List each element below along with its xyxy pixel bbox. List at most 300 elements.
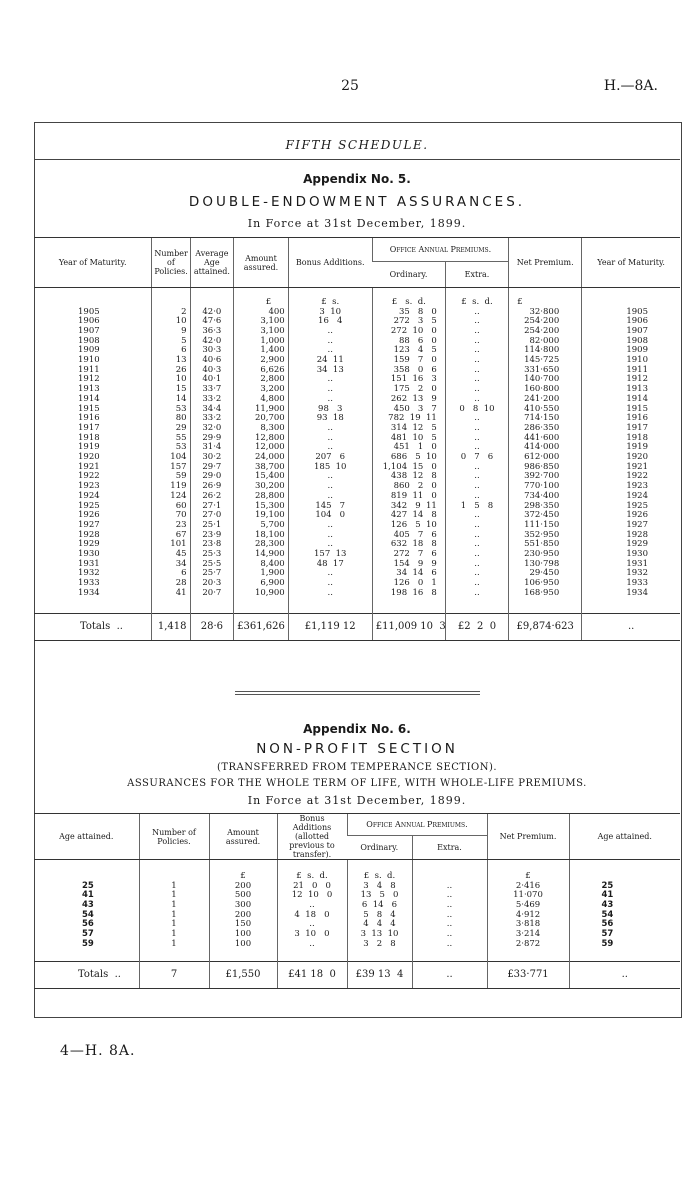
net-cell: 410·550 — [509, 405, 582, 415]
ordinary-cell: 123 4 5 — [372, 346, 445, 356]
net-cell: 114·800 — [509, 346, 582, 356]
ordinary-cell: 175 2 0 — [372, 385, 445, 395]
net-cell: 392·700 — [509, 472, 582, 482]
policies-cell: 29 — [152, 424, 190, 434]
bonus-cell: 3 10 0 — [277, 930, 347, 940]
table-row — [34, 366, 680, 376]
net-cell: 111·150 — [509, 521, 582, 531]
col-amount-header: Amount assured. — [209, 814, 277, 860]
extra-cell: .. — [445, 356, 508, 366]
year-cell: 1913 — [78, 384, 100, 395]
col-bonus-header: Bonus Additions. — [288, 238, 372, 288]
year-cell: 1929 — [78, 539, 100, 550]
amount-cell: 200 — [209, 882, 277, 892]
ordinary-cell: 686 5 10 — [372, 453, 445, 463]
unit-amount: £ — [209, 860, 277, 882]
amount-cell: 8,400 — [234, 560, 289, 570]
table-row — [34, 414, 680, 424]
table-row — [34, 405, 680, 415]
bonus-cell: .. — [288, 531, 372, 541]
net-cell: 254·200 — [509, 327, 582, 337]
ordinary-cell: 6 14 6 — [347, 901, 412, 911]
table-row — [34, 453, 680, 463]
totals-ordinary: £11,009 10 3 — [372, 613, 445, 640]
bonus-cell: .. — [288, 395, 372, 405]
amount-cell: 100 — [209, 930, 277, 940]
table-row — [34, 472, 680, 482]
age-cell: 57 — [82, 929, 94, 940]
net-cell: 145·725 — [509, 356, 582, 366]
year2-cell: 1919 — [582, 443, 680, 453]
age-cell: 36·3 — [190, 327, 234, 337]
bonus-cell: .. — [288, 589, 372, 613]
year2-cell: 1922 — [582, 472, 680, 482]
extra-cell: .. — [445, 521, 508, 531]
extra-cell: .. — [445, 463, 508, 473]
age-cell: 41 — [82, 890, 94, 901]
bonus-cell: .. — [288, 579, 372, 589]
amount-cell: 38,700 — [234, 463, 289, 473]
totals-ordinary: £39 13 4 — [347, 962, 412, 989]
table-row — [34, 569, 680, 579]
totals-label: Totals — [78, 969, 109, 981]
ordinary-cell: 314 12 5 — [372, 424, 445, 434]
year-cell: 1933 — [78, 578, 100, 589]
table-row — [34, 492, 680, 502]
policies-cell: 6 — [152, 346, 190, 356]
ordinary-cell: 3 13 10 — [347, 930, 412, 940]
policies-cell: 15 — [152, 385, 190, 395]
amount-cell: 12,800 — [234, 434, 289, 444]
col-office-premiums-header: Office Annual Premiums. — [372, 238, 508, 262]
policies-cell: 104 — [152, 453, 190, 463]
ordinary-cell: 35 8 0 — [372, 308, 445, 318]
col-net-header: Net Premium. — [509, 238, 582, 288]
totals-last: .. — [569, 962, 680, 989]
policies-cell: 1 — [139, 891, 209, 901]
net-cell: 5·469 — [487, 901, 569, 911]
year2-cell: 1927 — [582, 521, 680, 531]
ordinary-cell: 451 1 0 — [372, 443, 445, 453]
bonus-cell: .. — [288, 472, 372, 482]
age-cell: 59 — [82, 938, 94, 949]
year2-cell: 1934 — [582, 589, 680, 613]
net-cell: 986·850 — [509, 463, 582, 473]
extra-cell: 1 5 8 — [445, 502, 508, 512]
table-row — [34, 356, 680, 366]
year2-cell: 1916 — [582, 414, 680, 424]
year-cell: 1906 — [78, 316, 100, 327]
bonus-cell: .. — [288, 443, 372, 453]
age-cell: 27·0 — [190, 511, 234, 521]
appendix5-table — [34, 237, 680, 641]
table-row — [34, 337, 680, 347]
net-cell: 441·600 — [509, 434, 582, 444]
amount-cell: 2,800 — [234, 375, 289, 385]
bonus-cell: .. — [288, 327, 372, 337]
year-cell: 1919 — [78, 442, 100, 453]
age-cell: 23·8 — [190, 540, 234, 550]
table-row — [34, 940, 680, 962]
net-cell: 612·000 — [509, 453, 582, 463]
age-cell: 20·7 — [190, 589, 234, 613]
ordinary-cell: 272 3 5 — [372, 317, 445, 327]
unit-ordinary: £ s. d. — [372, 288, 445, 308]
table-row — [34, 882, 680, 892]
age-cell: 34·4 — [190, 405, 234, 415]
col-extra-header: Extra. — [412, 836, 487, 860]
table-row — [34, 531, 680, 541]
amount-cell: 18,100 — [234, 531, 289, 541]
appendix6-transferred: (TRANSFERRED FROM TEMPERANCE SECTION). — [216, 762, 498, 773]
year2-cell: 1910 — [582, 356, 680, 366]
extra-cell: .. — [412, 901, 487, 911]
table-row — [34, 502, 680, 512]
policies-cell: 23 — [152, 521, 190, 531]
amount-cell: 6,626 — [234, 366, 289, 376]
unit-bonus: £ s. — [288, 288, 372, 308]
year2-cell: 1925 — [582, 502, 680, 512]
totals-net: £9,874·623 — [509, 613, 582, 640]
extra-cell: .. — [445, 560, 508, 570]
policies-cell: 80 — [152, 414, 190, 424]
table-row — [34, 327, 680, 337]
extra-cell: .. — [412, 911, 487, 921]
ordinary-cell: 450 3 7 — [372, 405, 445, 415]
age-cell: 40·6 — [190, 356, 234, 366]
appendix5-title: DOUBLE-ENDOWMENT ASSURANCES. — [188, 194, 526, 210]
age-cell: 25 — [82, 880, 94, 891]
policies-cell: 124 — [152, 492, 190, 502]
year-cell: 1920 — [78, 452, 100, 463]
bonus-cell: .. — [277, 940, 347, 962]
year-cell: 1934 — [78, 587, 100, 598]
bonus-cell: 12 10 0 — [277, 891, 347, 901]
policies-cell: 1 — [139, 911, 209, 921]
age-cell: 47·6 — [190, 317, 234, 327]
amount-cell: 14,900 — [234, 550, 289, 560]
year-cell: 1931 — [78, 558, 100, 569]
year2-cell: 1914 — [582, 395, 680, 405]
year-cell: 1909 — [78, 345, 100, 356]
table-row — [34, 579, 680, 589]
amount-cell: 15,400 — [234, 472, 289, 482]
amount-cell: 6,900 — [234, 579, 289, 589]
ordinary-cell: 860 2 0 — [372, 482, 445, 492]
amount-cell: 3,100 — [234, 327, 289, 337]
extra-cell: .. — [445, 395, 508, 405]
table-row — [34, 511, 680, 521]
policies-cell: 10 — [152, 317, 190, 327]
col-extra-header: Extra. — [445, 262, 508, 288]
extra-cell: .. — [445, 424, 508, 434]
bonus-cell: .. — [288, 540, 372, 550]
totals-last: .. — [582, 613, 680, 640]
bonus-cell: .. — [288, 521, 372, 531]
net-cell: 3·818 — [487, 920, 569, 930]
ordinary-cell: 405 7 6 — [372, 531, 445, 541]
extra-cell: .. — [412, 891, 487, 901]
age2-cell: 56 — [569, 920, 680, 930]
amount-cell: 200 — [209, 911, 277, 921]
ordinary-cell: 159 7 0 — [372, 356, 445, 366]
age-cell: 30·3 — [190, 346, 234, 356]
net-cell: 160·800 — [509, 385, 582, 395]
age-cell: 25·3 — [190, 550, 234, 560]
amount-cell: 2,900 — [234, 356, 289, 366]
year-cell: 1927 — [78, 519, 100, 530]
year-cell: 1907 — [78, 325, 100, 336]
policies-cell: 60 — [152, 502, 190, 512]
bonus-cell: .. — [288, 346, 372, 356]
age-cell: 20·3 — [190, 579, 234, 589]
table-row — [34, 550, 680, 560]
age-cell: 33·2 — [190, 395, 234, 405]
policies-cell: 5 — [152, 337, 190, 347]
net-cell: 130·798 — [509, 560, 582, 570]
bonus-cell: .. — [288, 492, 372, 502]
ordinary-cell: 481 10 5 — [372, 434, 445, 444]
bonus-cell: 48 17 — [288, 560, 372, 570]
policies-cell: 1 — [139, 920, 209, 930]
net-cell: 2·872 — [487, 940, 569, 962]
col-number-header: Number of Policies. — [139, 814, 209, 860]
table-row — [34, 891, 680, 901]
year-cell: 1916 — [78, 413, 100, 424]
document-reference: H.—8A. — [603, 78, 658, 94]
age-cell: 31·4 — [190, 443, 234, 453]
table-row — [34, 346, 680, 356]
footer-reference: 4—H. 8A. — [60, 1043, 136, 1059]
unit-bonus: £ s. d. — [277, 860, 347, 882]
year2-cell: 1921 — [582, 463, 680, 473]
amount-cell: 500 — [209, 891, 277, 901]
bonus-cell: .. — [288, 482, 372, 492]
ordinary-cell: 88 6 0 — [372, 337, 445, 347]
extra-cell: .. — [445, 589, 508, 613]
table-row — [34, 482, 680, 492]
age-cell: 40·1 — [190, 375, 234, 385]
amount-cell: 1,400 — [234, 346, 289, 356]
ordinary-cell: 342 9 11 — [372, 502, 445, 512]
year-cell: 1917 — [78, 422, 100, 433]
extra-cell: .. — [445, 540, 508, 550]
totals-amount: £1,550 — [209, 962, 277, 989]
amount-cell: 15,300 — [234, 502, 289, 512]
bonus-cell: .. — [288, 337, 372, 347]
bonus-cell: 21 0 0 — [277, 882, 347, 892]
bonus-cell: 4 18 0 — [277, 911, 347, 921]
extra-cell: .. — [445, 482, 508, 492]
amount-cell: 19,100 — [234, 511, 289, 521]
net-cell: 241·200 — [509, 395, 582, 405]
age-cell: 26·2 — [190, 492, 234, 502]
age-cell: 30·2 — [190, 453, 234, 463]
bonus-cell: 104 0 — [288, 511, 372, 521]
net-cell: 714·150 — [509, 414, 582, 424]
ordinary-cell: 5 8 4 — [347, 911, 412, 921]
col-average-age-header: Average Age attained. — [190, 238, 234, 288]
table-row — [34, 375, 680, 385]
extra-cell: 0 7 6 — [445, 453, 508, 463]
totals-bonus: £1,119 12 — [288, 613, 372, 640]
ordinary-cell: 632 18 8 — [372, 540, 445, 550]
year-cell: 1918 — [78, 432, 100, 443]
totals-dots: .. — [116, 620, 123, 632]
totals-bonus: £41 18 0 — [277, 962, 347, 989]
policies-cell: 67 — [152, 531, 190, 541]
policies-cell: 2 — [152, 308, 190, 318]
totals-row — [34, 962, 680, 989]
age2-cell: 57 — [569, 930, 680, 940]
amount-cell: 20,700 — [234, 414, 289, 424]
bonus-cell: 145 7 — [288, 502, 372, 512]
schedule-title: FIFTH SCHEDULE. — [285, 138, 429, 152]
policies-cell: 26 — [152, 366, 190, 376]
policies-cell: 59 — [152, 472, 190, 482]
year2-cell: 1906 — [582, 317, 680, 327]
bonus-cell: 157 13 — [288, 550, 372, 560]
policies-cell: 101 — [152, 540, 190, 550]
table-row — [34, 424, 680, 434]
extra-cell: .. — [445, 443, 508, 453]
year2-cell: 1923 — [582, 482, 680, 492]
policies-cell: 53 — [152, 443, 190, 453]
bonus-cell: 185 10 — [288, 463, 372, 473]
bonus-cell: .. — [288, 434, 372, 444]
amount-cell: 4,800 — [234, 395, 289, 405]
age2-cell: 59 — [569, 940, 680, 962]
policies-cell: 28 — [152, 579, 190, 589]
table-row — [34, 308, 680, 318]
amount-cell: 1,900 — [234, 569, 289, 579]
extra-cell: .. — [412, 940, 487, 962]
table-row — [34, 443, 680, 453]
age-cell: 33·2 — [190, 414, 234, 424]
age-cell: 29·0 — [190, 472, 234, 482]
table-row — [34, 930, 680, 940]
ordinary-cell: 13 5 0 — [347, 891, 412, 901]
year-cell: 1926 — [78, 510, 100, 521]
ordinary-cell: 151 16 3 — [372, 375, 445, 385]
bonus-cell: .. — [277, 920, 347, 930]
year-cell: 1910 — [78, 355, 100, 366]
ordinary-cell: 427 14 8 — [372, 511, 445, 521]
year2-cell: 1907 — [582, 327, 680, 337]
table-row — [34, 385, 680, 395]
extra-cell: .. — [445, 531, 508, 541]
unit-net: £ — [487, 860, 569, 882]
amount-cell: 28,300 — [234, 540, 289, 550]
extra-cell: .. — [445, 579, 508, 589]
year2-cell: 1908 — [582, 337, 680, 347]
totals-extra: £2 2 0 — [445, 613, 508, 640]
amount-cell: 100 — [209, 940, 277, 962]
unit-amount: £ — [234, 288, 289, 308]
col-ordinary-header: Ordinary. — [347, 836, 412, 860]
policies-cell: 1 — [139, 930, 209, 940]
appendix6-subtitle: ASSURANCES FOR THE WHOLE TERM OF LIFE, WITH WHOLE-LIFE PREMIUMS. — [127, 778, 587, 789]
ordinary-cell: 262 13 9 — [372, 395, 445, 405]
policies-cell: 1 — [139, 901, 209, 911]
extra-cell: .. — [445, 308, 508, 318]
unit-ordinary: £ s. d. — [347, 860, 412, 882]
year-cell: 1932 — [78, 568, 100, 579]
policies-cell: 70 — [152, 511, 190, 521]
policies-cell: 157 — [152, 463, 190, 473]
ordinary-cell: 3 2 8 — [347, 940, 412, 962]
col-office-premiums-header: Office Annual Premiums. — [347, 814, 487, 836]
schedule-title-rule — [34, 159, 680, 160]
year-cell: 1923 — [78, 481, 100, 492]
table-row — [34, 540, 680, 550]
net-cell: 286·350 — [509, 424, 582, 434]
ordinary-cell: 782 19 11 — [372, 414, 445, 424]
bonus-cell: .. — [288, 569, 372, 579]
extra-cell: .. — [412, 930, 487, 940]
extra-cell: .. — [445, 414, 508, 424]
year-cell: 1914 — [78, 393, 100, 404]
col-year2-header: Year of Maturity. — [582, 238, 680, 288]
unit-net: £ — [509, 288, 582, 308]
year-cell: 1911 — [78, 364, 100, 375]
totals-label: Totals — [80, 620, 111, 632]
amount-cell: 3,100 — [234, 317, 289, 327]
page-number: 25 — [341, 78, 359, 94]
table-row — [34, 589, 680, 613]
extra-cell: .. — [445, 569, 508, 579]
net-cell: 770·100 — [509, 482, 582, 492]
age2-cell: 25 — [569, 882, 680, 892]
extra-cell: .. — [445, 511, 508, 521]
net-cell: 230·950 — [509, 550, 582, 560]
ordinary-cell: 34 14 6 — [372, 569, 445, 579]
extra-cell: .. — [445, 550, 508, 560]
unit-extra: £ s. d. — [445, 288, 508, 308]
bonus-cell: 207 6 — [288, 453, 372, 463]
year-cell: 1905 — [78, 306, 100, 317]
bonus-cell: .. — [288, 385, 372, 395]
amount-cell: 1,000 — [234, 337, 289, 347]
policies-cell: 14 — [152, 395, 190, 405]
amount-cell: 5,700 — [234, 521, 289, 531]
net-cell: 168·950 — [509, 589, 582, 613]
year2-cell: 1928 — [582, 531, 680, 541]
year2-cell: 1932 — [582, 569, 680, 579]
totals-amount: £361,626 — [234, 613, 289, 640]
year2-cell: 1912 — [582, 375, 680, 385]
policies-cell: 13 — [152, 356, 190, 366]
amount-cell: 8,300 — [234, 424, 289, 434]
ordinary-cell: 358 0 6 — [372, 366, 445, 376]
net-cell: 3·214 — [487, 930, 569, 940]
extra-cell: .. — [445, 434, 508, 444]
net-cell: 29·450 — [509, 569, 582, 579]
policies-cell: 55 — [152, 434, 190, 444]
extra-cell: .. — [445, 337, 508, 347]
amount-cell: 300 — [209, 901, 277, 911]
year-cell: 1928 — [78, 529, 100, 540]
net-cell: 551·850 — [509, 540, 582, 550]
col-amount-header: Amount assured. — [234, 238, 289, 288]
extra-cell: .. — [445, 346, 508, 356]
bonus-cell: 3 10 — [288, 308, 372, 318]
year2-cell: 1929 — [582, 540, 680, 550]
table-row — [34, 911, 680, 921]
year-cell: 1912 — [78, 374, 100, 385]
policies-cell: 119 — [152, 482, 190, 492]
bonus-cell: 93 18 — [288, 414, 372, 424]
